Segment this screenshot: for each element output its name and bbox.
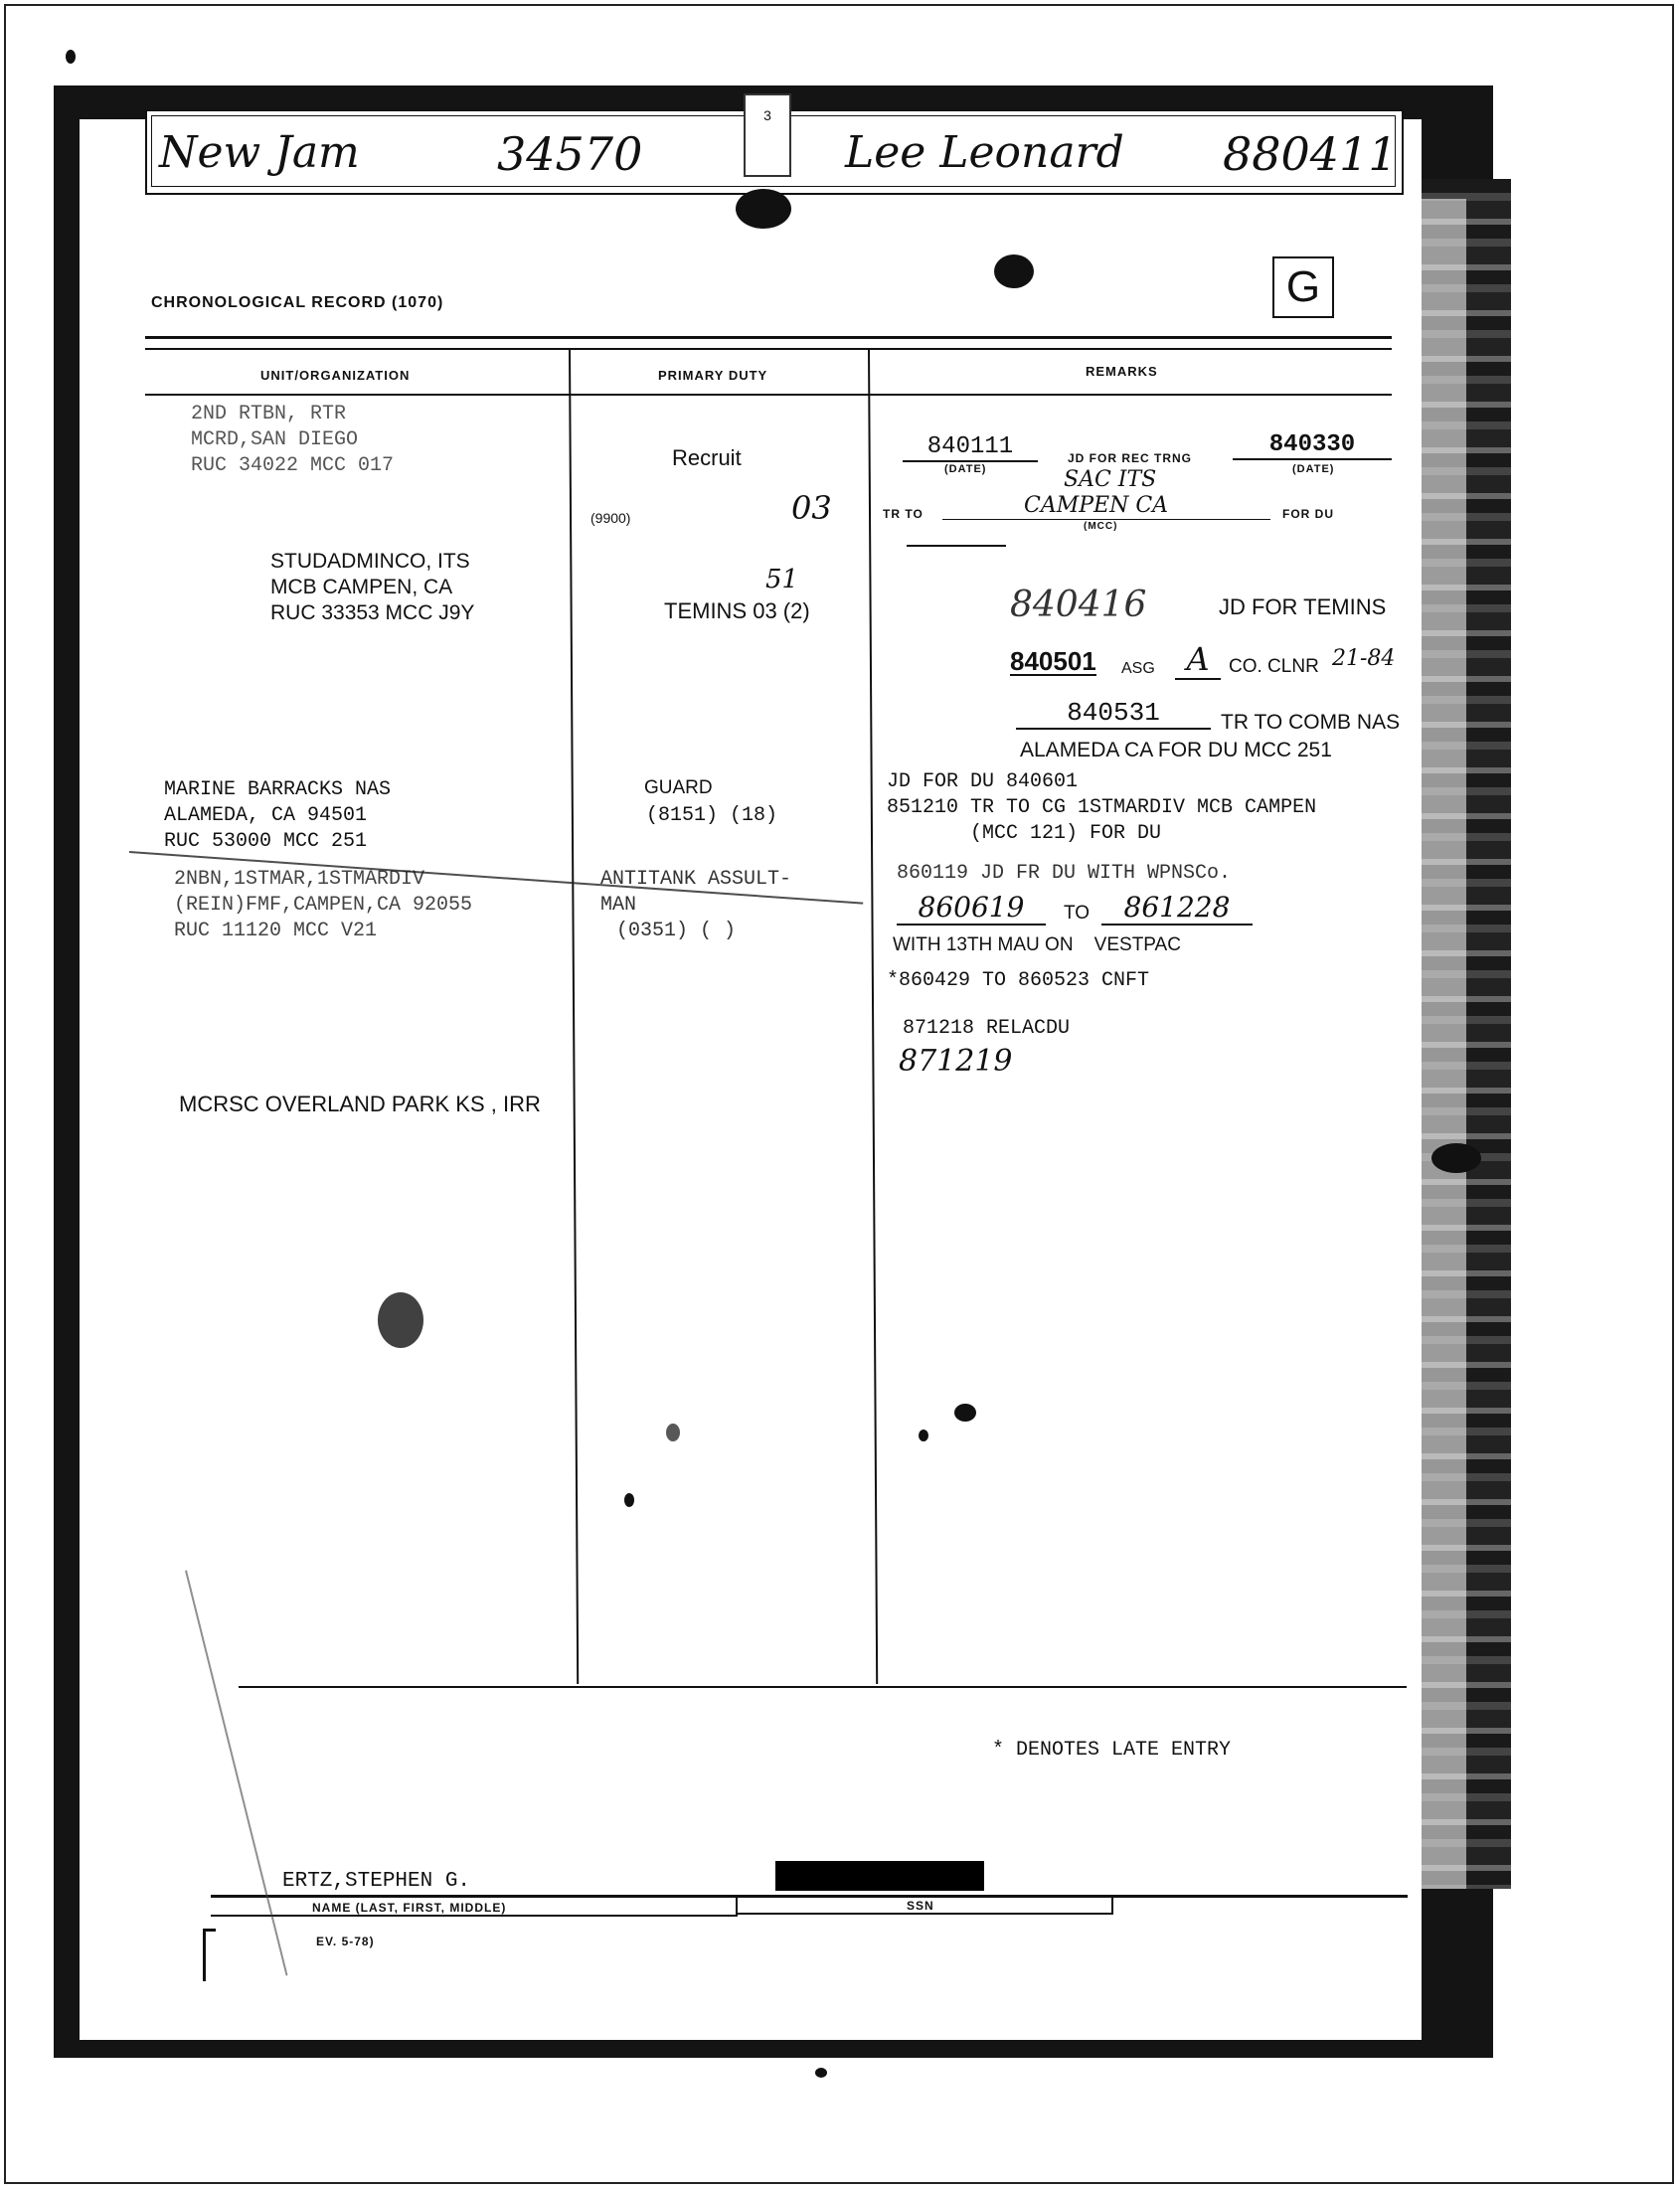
unit-entry-1-line-3: RUC 34022 MCC 017 (191, 454, 395, 477)
unit-entry-4-line-1: 2NBN,1STMAR,1STMARDIV (174, 868, 425, 891)
remark-relacdu: 871218 RELACDU (903, 1017, 1071, 1040)
bottom-rule (239, 1686, 1407, 1688)
unit-entry-2-line-2: MCB CAMPEN, CA (270, 576, 453, 598)
header-name-first: New Jam (159, 127, 360, 178)
label-date-1: (DATE) (944, 463, 987, 475)
remark-tr-comb-date: 840531 (1016, 698, 1211, 730)
top-rule-2 (145, 348, 1392, 350)
scan-blotch (378, 1292, 423, 1348)
unit-entry-2-line-1: STUDADMINCO, ITS (270, 550, 470, 573)
duty-guard-line-2: (8151) (18) (646, 804, 778, 827)
scan-speck (815, 2068, 827, 2078)
remark-cnft: *860429 TO 860523 CNFT (887, 969, 1150, 992)
duty-antitank-line-1: ANTITANK ASSULT- (600, 868, 792, 891)
unit-entry-4-line-3: RUC 11120 MCC V21 (174, 920, 378, 942)
punch-hole (736, 189, 791, 229)
remark-vestpac-start: 860619 (897, 891, 1046, 926)
label-jd-rec-trng: JD FOR REC TRNG (1068, 451, 1193, 465)
short-stroke (907, 545, 1006, 547)
duty-antitank-line-2: MAN (600, 894, 637, 917)
column-header-rule (145, 394, 1392, 396)
header-name-second: Lee Leonard (845, 127, 1124, 178)
unit-entry-3-line-2: ALAMEDA, CA 94501 (164, 804, 368, 827)
label-date-2: (DATE) (1292, 463, 1335, 475)
scan-speck (919, 1430, 928, 1441)
unit-entry-2-line-3: RUC 33353 MCC J9Y (270, 601, 475, 624)
label-tr-to: TR TO (883, 507, 924, 521)
duty-antitank-line-3: (0351) ( ) (616, 920, 737, 942)
binder-tab: 3 (744, 93, 791, 177)
remark-relacdu-handwritten: 871219 (899, 1044, 1013, 1079)
scan-speck (666, 1424, 680, 1441)
remark-vestpac-end: 861228 (1101, 891, 1253, 926)
unit-entry-3-line-1: MARINE BARRACKS NAS (164, 778, 392, 801)
duty-temins-handwritten: 51 (765, 565, 799, 594)
scan-speck (66, 50, 76, 64)
col-header-duty: PRIMARY DUTY (658, 368, 768, 383)
duty-recruit-handwritten: 03 (791, 489, 832, 527)
scan-speck (624, 1493, 634, 1507)
remark-tr-comb-text: TR TO COMB NAS (1221, 711, 1401, 734)
redaction-bar (775, 1861, 984, 1891)
paper-edge (1422, 199, 1466, 1889)
remark-rec-trng-end: 840330 (1233, 431, 1392, 460)
top-rule (145, 336, 1392, 339)
col-header-unit: UNIT/ORGANIZATION (260, 368, 411, 383)
remark-typed-line-1: JD FOR DU 840601 (887, 770, 1079, 793)
remark-asg-date: 840501 (1010, 646, 1096, 676)
scan-blotch (1431, 1143, 1481, 1173)
remark-typed-line-4: 860119 JD FR DU WITH WPNSCo. (897, 862, 1232, 885)
label-for-du: FOR DU (1282, 507, 1334, 521)
revision-label: EV. 5-78) (316, 1935, 375, 1948)
remark-asg-clnr: CO. CLNR (1229, 656, 1319, 677)
ssn-label: SSN (907, 1899, 934, 1913)
remark-alameda-line: ALAMEDA CA FOR DU MCC 251 (1020, 739, 1332, 761)
scan-speck (954, 1404, 976, 1422)
unit-entry-1-line-1: 2ND RTBN, RTR (191, 403, 347, 425)
remark-vestpac-line: WITH 13TH MAU ON VESTPAC (893, 934, 1181, 955)
corner-bracket (203, 1929, 216, 1981)
remark-vestpac-to: TO (1064, 903, 1091, 924)
tr-to-line (942, 519, 1270, 520)
header-number: 34570 (497, 127, 643, 181)
remark-tr-to-line-1: SAC ITS (1064, 467, 1157, 492)
form-title: CHRONOLOGICAL RECORD (1070) (151, 294, 444, 311)
remark-jd-temins-date: 840416 (1010, 585, 1147, 625)
label-mcc: (MCC) (1084, 521, 1118, 532)
name-label: NAME (LAST, FIRST, MIDDLE) (312, 1901, 507, 1915)
duty-recruit: Recruit (672, 445, 742, 470)
duty-guard-line-1: GUARD (644, 777, 713, 798)
unit-entry-5: MCRSC OVERLAND PARK KS , IRR (179, 1092, 541, 1116)
header-date: 880411 (1223, 127, 1398, 181)
remark-asg-company: A (1175, 640, 1221, 680)
duty-temins: TEMINS 03 (2) (664, 598, 810, 623)
remark-asg-handwritten: 21-84 (1332, 646, 1396, 671)
remark-jd-temins-text: JD FOR TEMINS (1219, 594, 1387, 619)
col-header-remarks: REMARKS (1086, 364, 1158, 379)
unit-entry-3-line-3: RUC 53000 MCC 251 (164, 830, 368, 853)
late-entry-note: * DENOTES LATE ENTRY (992, 1739, 1232, 1762)
name-value: ERTZ,STEPHEN G. (282, 1870, 471, 1893)
remark-asg-label: ASG (1121, 660, 1155, 677)
remark-rec-trng-start: 840111 (903, 433, 1038, 462)
remark-typed-line-3: (MCC 121) FOR DU (887, 822, 1162, 845)
name-rule-bottom (211, 1915, 738, 1917)
remark-tr-to-line-2: CAMPEN CA (1024, 493, 1169, 518)
unit-entry-1-line-2: MCRD,SAN DIEGO (191, 428, 359, 451)
remark-typed-line-2: 851210 TR TO CG 1STMARDIV MCB CAMPEN (887, 796, 1317, 819)
duty-recruit-code: (9900) (590, 510, 631, 526)
form-letter-box: G (1272, 256, 1334, 318)
unit-entry-4-line-2: (REIN)FMF,CAMPEN,CA 92055 (174, 894, 473, 917)
scan-speck (994, 254, 1034, 288)
